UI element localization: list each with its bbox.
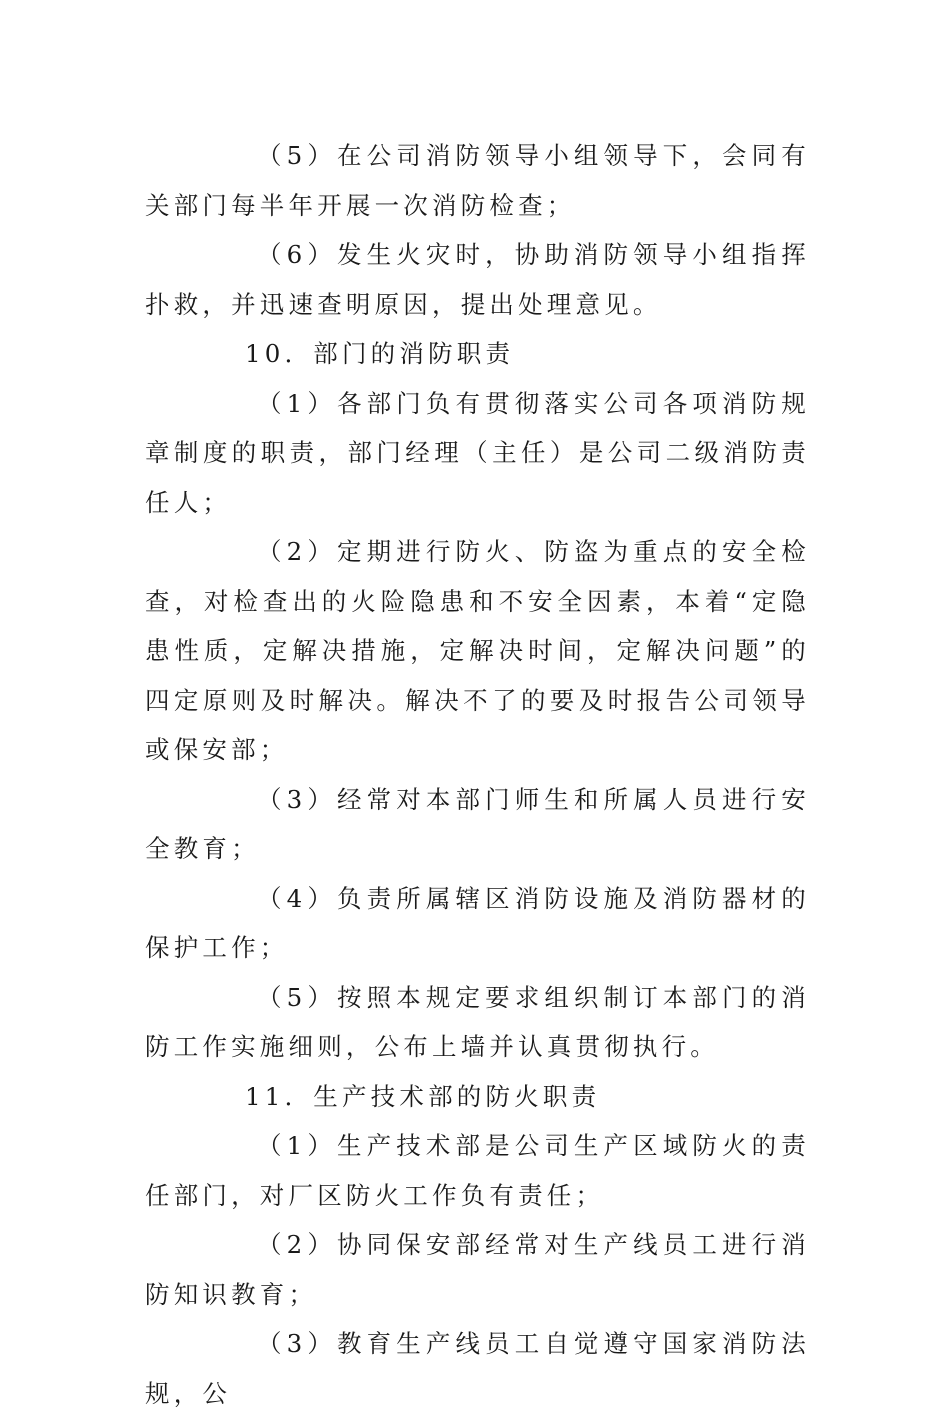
paragraph-item-3-education: （3）经常对本部门师生和所属人员进行安全教育； — [145, 784, 810, 863]
paragraph-item-5-inspection: （5）在公司消防领导小组领导下，会同有关部门每半年开展一次消防检查； — [145, 141, 810, 220]
paragraph-item-1-department-duty: （1）各部门负有贯彻落实公司各项消防规章制度的职责，部门经理（主任）是公司二级消防责任人； — [145, 388, 810, 517]
paragraph-item-6-fire-response: （6）发生火灾时，协助消防领导小组指挥扑救，并迅速查明原因，提出处理意见。 — [145, 240, 810, 319]
paragraph-item-3-compliance: （3）教育生产线员工自觉遵守国家消防法规，公 — [145, 1329, 810, 1408]
paragraph-item-4-equipment: （4）负责所属辖区消防设施及消防器材的保护工作； — [145, 883, 810, 962]
paragraph-item-5-rules: （5）按照本规定要求组织制订本部门的消防工作实施细则，公布上墙并认真贯彻执行。 — [145, 982, 810, 1061]
paragraph-item-2-training: （2）协同保安部经常对生产线员工进行消防知识教育； — [145, 1230, 810, 1309]
paragraph-item-2-safety-check: （2）定期进行防火、防盗为重点的安全检查，对检查出的火险隐患和不安全因素，本着“定隐患性质，定解决措施，定解决时间，定解决问题”的四定原则及时解决。解决不了的要及时报告公司领导或保安部； — [145, 537, 810, 764]
section-heading-11: 11．生产技术部的防火职责 — [245, 1081, 601, 1111]
document-body — [145, 131, 810, 1418]
section-heading-10: 10．部门的消防职责 — [245, 339, 515, 368]
paragraph-item-1-production-duty: （1）生产技术部是公司生产区域防火的责任部门，对厂区防火工作负有责任； — [145, 1131, 810, 1210]
